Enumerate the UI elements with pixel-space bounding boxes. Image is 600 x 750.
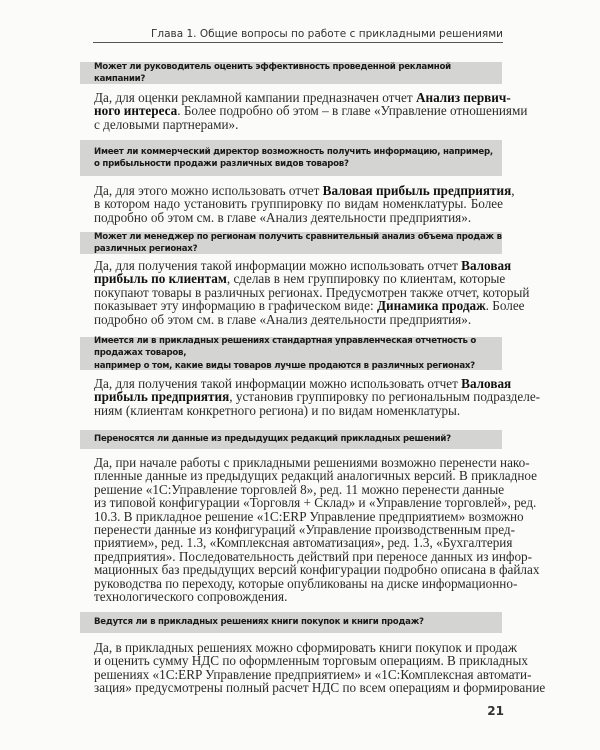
answer-paragraph (94, 640, 546, 696)
answer-text: предприятия». Последовательность действий при переносе данных из инфор- (94, 548, 533, 564)
answer-line (94, 183, 515, 198)
answer-line (94, 455, 530, 470)
answer-text: Да, для получения такой информации можно использовать отчет (94, 258, 462, 273)
answer-line (94, 298, 525, 314)
answer-line (94, 590, 503, 603)
answer-line (94, 666, 532, 682)
answer-text: подробно об этом см. в главе «Анализ деятельности предприятия». (94, 209, 472, 225)
question-box (80, 612, 502, 633)
answer-line (94, 522, 515, 538)
answer-text: Да, в прикладных решениях можно сформировать книги покупок и продаж (94, 640, 518, 655)
answer-line (94, 640, 518, 655)
page-number: 21 (487, 704, 504, 718)
answer-line (94, 548, 533, 564)
report-name: прибыль предприятия (94, 389, 230, 405)
answer-line (94, 575, 518, 591)
question-line: Ведутся ли в прикладных решениях книги покупок и книги продаж? (94, 617, 424, 628)
answer-text: из типовой конфигурации «Торговля + Склад» и «Управление торговлей», ред. (94, 495, 537, 511)
question-line: Имеет ли коммерческий директор возможность получить информацию, например, (94, 146, 493, 157)
answer-text: покупают товары в различных регионах. Предусмотрен также отчет, который (94, 284, 530, 300)
question-line: о прибыльности продажи различных видов товаров? (94, 159, 349, 169)
question-box (80, 232, 502, 254)
answer-text: зация» предусмотрены полный расчет НДС по всем операциям и формирование (94, 680, 546, 696)
question-line: Может ли руководитель оценить эффективность проведенной рекламной кампании? (94, 61, 451, 84)
answer-line (94, 680, 546, 696)
report-name: Динамика продаж (376, 298, 486, 314)
answer-line (94, 258, 512, 273)
answer-paragraph (94, 183, 515, 225)
answer-paragraph (94, 376, 541, 418)
answer-text: мационных баз предыдущих версий конфигурации подробно описана в файлах (94, 562, 540, 578)
answer-line (94, 313, 503, 326)
answer-text: показывает эту информацию в графическом виде: (94, 298, 377, 314)
report-name: Валовая (461, 258, 512, 273)
answer-text: решениях «1С:ERP Управление предприятием» и «1С:Комплексная автомати- (94, 666, 532, 682)
question-line: например о том, какие виды товаров лучше продаются в различных регионах? (94, 360, 475, 371)
answer-line (94, 211, 503, 224)
answer-text: решение «1С:Управление торговлей 8», ред. 11 можно перенести данные (94, 481, 505, 497)
answer-text: , сделав в нем группировку по клиентам, которые (226, 271, 506, 287)
answer-text: технологического сопровождения. (94, 589, 288, 605)
answer-text: Да, для оценки рекламной кампании предназначен отчет (94, 90, 416, 105)
answer-text: пленные данные из предыдущих редакций аналогичных версий. В прикладное (94, 468, 538, 484)
answer-paragraph (94, 455, 540, 605)
answer-text: приятием», ред. 1.3, «Комплексная автоматизация», ред. 1.3, «Бухгалтерия (94, 535, 513, 551)
report-name: Валовая прибыль предприятия (322, 183, 512, 198)
answer-line (94, 653, 528, 669)
answer-line (94, 271, 506, 287)
answer-text: , установив группировку по региональным подразделе- (229, 389, 541, 405)
question-line: Имеется ли в прикладных решениях стандартная управленческая отчетность о продажах товаров, (94, 335, 477, 359)
answer-line (94, 389, 541, 405)
answer-text: перенести данные из конфигураций «Управление производственным пред- (94, 522, 515, 538)
answer-line (94, 376, 512, 391)
answer-line (94, 284, 530, 300)
answer-line (94, 197, 503, 210)
answer-text: . Более (485, 298, 525, 314)
running-header: Глава 1. Общие вопросы по работе с прикладными решениями (150, 28, 503, 40)
answer-paragraph (94, 258, 530, 327)
answer-paragraph (94, 90, 528, 132)
question-box (80, 62, 502, 84)
answer-text: 10.3. В прикладное решение «1С:ERP Управление предприятием» возможно (94, 508, 524, 524)
answer-line (94, 535, 513, 551)
question-line: Может ли менеджер по регионам получить сравнительный анализ объема продаж в различных регионах? (94, 231, 502, 254)
answer-text: и оценить сумму НДС по оформленным торговым операциям. В прикладных (94, 653, 528, 669)
answer-text: Да, для этого можно использовать отчет (94, 183, 323, 198)
answer-line (94, 495, 537, 511)
answer-text: руководства по переходу, которые опубликованы на диске информационно- (94, 575, 518, 591)
question-box (80, 337, 502, 370)
answer-text: . Более подробно об этом – в главе «Управление отношениями (177, 103, 528, 119)
answer-line (94, 468, 538, 484)
answer-text: с деловыми партнерами». (94, 116, 239, 132)
report-name: Анализ первич- (415, 90, 511, 105)
report-name: прибыль по клиентам (94, 271, 227, 287)
answer-line (94, 508, 524, 524)
header-rule (93, 42, 503, 43)
answer-line (94, 404, 503, 417)
question-box (80, 430, 502, 449)
report-name: Валовая (461, 376, 512, 391)
answer-text: подробно об этом см. в главе «Анализ деятельности предприятия». (94, 311, 472, 327)
answer-text: , (511, 183, 515, 198)
answer-text: Да, для получения такой информации можно использовать отчет (94, 376, 462, 391)
answer-text: ниям (клиентам конкретного региона) и по видам номенклатуры. (94, 402, 461, 418)
answer-line (94, 483, 503, 496)
question-box (80, 140, 502, 176)
answer-text: в котором надо установить группировку по видам номенклатуры. Более (94, 196, 503, 212)
question-line: Переносятся ли данные из предыдущих редакций прикладных решений? (94, 434, 451, 445)
answer-line (94, 90, 511, 105)
answer-line (94, 103, 528, 119)
answer-line (94, 118, 503, 131)
answer-text: Да, при начале работы с прикладными решениями возможно перенести нако- (94, 455, 530, 470)
answer-line (94, 562, 540, 578)
report-name: ного интереса (94, 103, 178, 119)
